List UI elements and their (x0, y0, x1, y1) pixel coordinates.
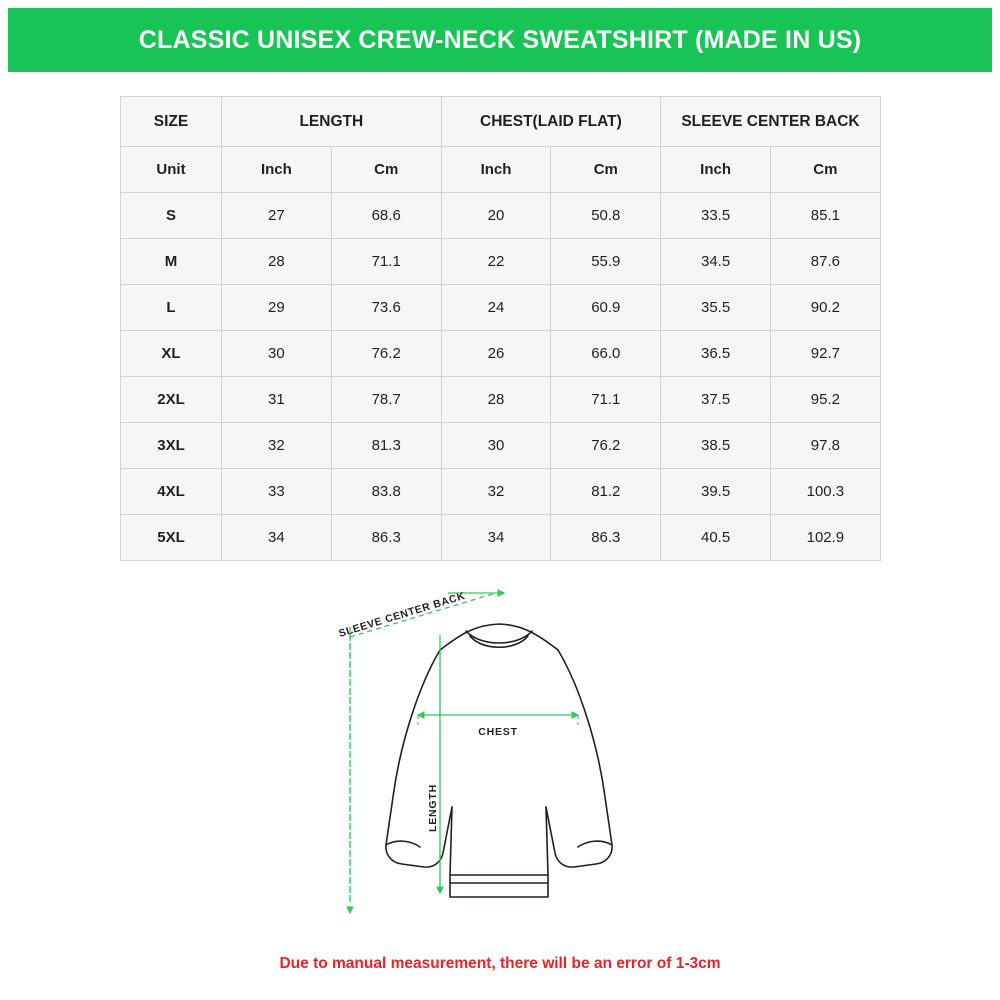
unit-label: Unit (121, 147, 222, 193)
unit-sleeve-cm: Cm (770, 147, 880, 193)
table-row (121, 377, 881, 423)
cell-sleeve-inch: 33.5 (661, 193, 771, 239)
cell-length-cm: 81.3 (331, 423, 441, 469)
unit-length-inch: Inch (222, 147, 332, 193)
table-row (121, 193, 881, 239)
cell-length-cm: 68.6 (331, 193, 441, 239)
cell-sleeve-cm: 87.6 (770, 239, 880, 285)
header-band (8, 8, 992, 72)
cell-sleeve-inch: 38.5 (661, 423, 771, 469)
cell-chest-cm: 50.8 (551, 193, 661, 239)
cell-chest-inch: 32 (441, 469, 551, 515)
cell-chest-inch: 34 (441, 515, 551, 561)
cell-size: 2XL (121, 377, 222, 423)
sleeve-label: SLEEVE CENTER BACK (337, 589, 467, 640)
cell-sleeve-inch: 36.5 (661, 331, 771, 377)
cell-sleeve-cm: 92.7 (770, 331, 880, 377)
cell-length-inch: 33 (222, 469, 332, 515)
page-title: CLASSIC UNISEX CREW-NECK SWEATSHIRT (MADE IN US) (138, 25, 862, 54)
header-chest: CHEST(LAID FLAT) (441, 97, 661, 147)
cell-length-inch: 30 (222, 331, 332, 377)
cell-chest-inch: 30 (441, 423, 551, 469)
cell-sleeve-inch: 37.5 (661, 377, 771, 423)
header-sleeve: SLEEVE CENTER BACK (661, 97, 881, 147)
cell-chest-inch: 24 (441, 285, 551, 331)
cell-sleeve-cm: 90.2 (770, 285, 880, 331)
sweatshirt-outline (386, 624, 612, 897)
unit-sleeve-inch: Inch (661, 147, 771, 193)
length-label: LENGTH (427, 784, 439, 832)
table-row (121, 515, 881, 561)
cell-length-inch: 34 (222, 515, 332, 561)
table-row (121, 469, 881, 515)
cell-chest-inch: 26 (441, 331, 551, 377)
cell-length-cm: 71.1 (331, 239, 441, 285)
cell-chest-inch: 28 (441, 377, 551, 423)
cell-chest-cm: 71.1 (551, 377, 661, 423)
cell-chest-cm: 76.2 (551, 423, 661, 469)
cell-length-inch: 32 (222, 423, 332, 469)
cell-length-cm: 73.6 (331, 285, 441, 331)
cell-chest-inch: 20 (441, 193, 551, 239)
cell-length-cm: 83.8 (331, 469, 441, 515)
cell-length-inch: 29 (222, 285, 332, 331)
cell-sleeve-inch: 34.5 (661, 239, 771, 285)
size-table-wrap (120, 96, 880, 561)
cell-chest-cm: 86.3 (551, 515, 661, 561)
unit-chest-cm: Cm (551, 147, 661, 193)
unit-length-cm: Cm (331, 147, 441, 193)
cell-length-cm: 78.7 (331, 377, 441, 423)
cell-size: M (121, 239, 222, 285)
header-length: LENGTH (222, 97, 442, 147)
cell-length-inch: 27 (222, 193, 332, 239)
cell-sleeve-cm: 85.1 (770, 193, 880, 239)
cell-chest-cm: 81.2 (551, 469, 661, 515)
size-table (120, 96, 881, 561)
table-group-header-row (121, 97, 881, 147)
cell-size: 4XL (121, 469, 222, 515)
table-row (121, 239, 881, 285)
cell-size: 5XL (121, 515, 222, 561)
header-size: SIZE (121, 97, 222, 147)
sleeve-diagonal-guide (350, 593, 496, 637)
cell-sleeve-inch: 39.5 (661, 469, 771, 515)
table-row (121, 423, 881, 469)
table-row (121, 285, 881, 331)
table-row (121, 331, 881, 377)
chest-label: CHEST (478, 726, 518, 738)
table-unit-row (121, 147, 881, 193)
cell-sleeve-cm: 97.8 (770, 423, 880, 469)
cell-size: S (121, 193, 222, 239)
unit-chest-inch: Inch (441, 147, 551, 193)
cell-length-cm: 76.2 (331, 331, 441, 377)
cell-sleeve-inch: 40.5 (661, 515, 771, 561)
cell-length-cm: 86.3 (331, 515, 441, 561)
cell-chest-cm: 66.0 (551, 331, 661, 377)
cell-sleeve-cm: 100.3 (770, 469, 880, 515)
cell-size: XL (121, 331, 222, 377)
cell-length-inch: 28 (222, 239, 332, 285)
cell-size: L (121, 285, 222, 331)
cell-sleeve-inch: 35.5 (661, 285, 771, 331)
cell-chest-inch: 22 (441, 239, 551, 285)
cell-size: 3XL (121, 423, 222, 469)
cell-sleeve-cm: 95.2 (770, 377, 880, 423)
cell-length-inch: 31 (222, 377, 332, 423)
cell-sleeve-cm: 102.9 (770, 515, 880, 561)
cell-chest-cm: 55.9 (551, 239, 661, 285)
sweatshirt-diagram (300, 575, 700, 925)
manual-measurement-note: Due to manual measurement, there will be an error of 1-3cm (279, 955, 721, 972)
cell-chest-cm: 60.9 (551, 285, 661, 331)
measurement-guides (350, 593, 578, 913)
